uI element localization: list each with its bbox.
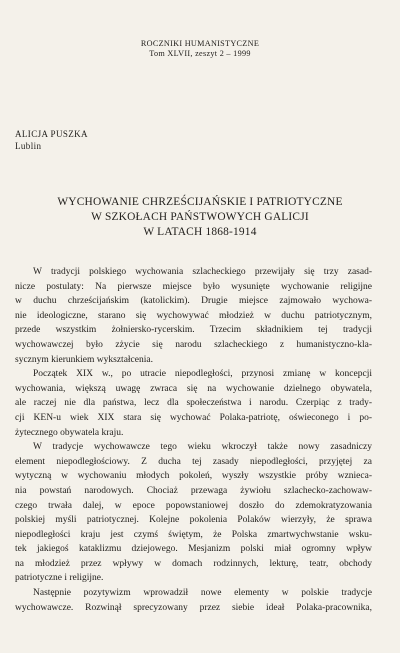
- text-line: wychowawcze. Rozwinął sprecyzowany przez siebie ideał Polaka-pracownika,: [15, 602, 372, 613]
- journal-header: [0, 39, 400, 59]
- journal-name: ROCZNIKI HUMANISTYCZNE: [140, 39, 260, 48]
- text-line: W tradycji polskiego wychowania szlacheckiego przewijały się trzy zasad-: [33, 267, 372, 277]
- text-line: W tradycje wychowawcze tego wieku wkroczył także nowy zasadniczy: [33, 442, 372, 453]
- text-line: na młodzież przez wpływy w domach rodzinnych, lekturę, teatr, obchody: [15, 558, 372, 569]
- text-line: niepodległości kraju jest czymś świętym, że Polska zmartwychwstanie wsku-: [15, 529, 372, 540]
- text-line: żytecznego obywatela kraju.: [15, 427, 124, 438]
- author-name: ALICJA PUSZKA: [15, 129, 88, 139]
- text-line: wychowania, większą uwagę zwraca się na wychowanie dzielnego obywatela,: [15, 383, 372, 394]
- text-line: nia powstań narodowych. Chociaż przewaga żywiołu szlachecko-zachowaw-: [15, 485, 372, 496]
- text-line: nie ideologiczne, starano się wychowywać młodzież w duchu patriotycznym,: [15, 310, 372, 321]
- text-line: Początek XIX w., po utracie niepodległości, przynosi zmianę w koncepcji: [33, 369, 372, 380]
- author-affiliation: Lublin: [15, 141, 42, 151]
- journal-volume: Tom XLVII, zeszyt 2 – 1999: [149, 49, 251, 58]
- text-line: ale raczej nie dla państwa, lecz dla społeczeństwa i narodu. Czerpiąc z trady-: [15, 398, 372, 409]
- text-line: polskiej myśli patriotycznej. Kolejne pokolenia Polaków wierzyły, że sprawa: [15, 515, 372, 526]
- text-line: patriotyczne i religijne.: [15, 573, 104, 584]
- article-title: [0, 195, 400, 240]
- title-line: W LATACH 1868-1914: [143, 226, 257, 238]
- text-line: nicze postulaty: Na pierwsze miejsce było wysunięte wychowanie religijne: [15, 281, 372, 292]
- title-line: W SZKOŁACH PAŃSTWOWYCH GALICJI: [91, 211, 309, 223]
- text-line: przede wszystkim żołniersko-rycerskim. Trzecim składnikiem tej tradycji: [15, 325, 372, 336]
- text-line: element niepodległościowy. Z ducha tej zasady niepodległości, przyjętej za: [15, 456, 372, 467]
- text-line: cji KEN-u wiek XIX stara się wychować Polaka-patriotę, oświeconego i po-: [15, 412, 372, 423]
- text-line: w duchu chrześcijańskim (katolickim). Drugie miejsce zajmowało wychowa-: [15, 296, 372, 307]
- title-line: WYCHOWANIE CHRZEŚCIJAŃSKIE I PATRIOTYCZNE: [57, 196, 343, 208]
- text-line: Następnie pozytywizm wprowadził nowe elementy w polskie tradycje: [33, 588, 372, 599]
- text-line: wychowawczej było zżycie się narodu szlacheckiego z humanistyczno-kla-: [15, 339, 372, 350]
- body-text: [15, 265, 372, 615]
- text-line: tek jakiegoś kataklizmu dziejowego. Mesjanizm polski miał ogromny wpływ: [15, 544, 372, 555]
- text-line: czego trwała dalej, w epoce popowstaniowej doszło do zdemokratyzowania: [15, 500, 372, 511]
- text-line: sycznym kierunkiem wykształcenia.: [15, 354, 153, 365]
- author-block: [15, 128, 88, 152]
- text-line: wytyczną w wychowaniu młodych pokoleń, wyszły wszystkie próby wzniecа-: [15, 471, 372, 482]
